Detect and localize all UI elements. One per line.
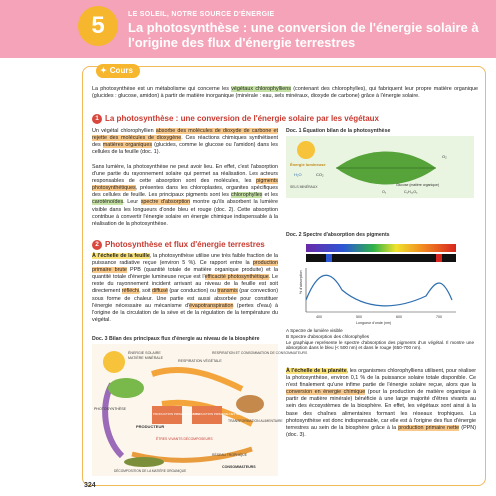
x-tick-700: 700 [436, 315, 442, 319]
absorption-band-blue [326, 254, 332, 262]
label-etres-vivants: ÊTRES VIVANTS DÉCOMPOSEURS [156, 437, 213, 441]
legend-note: Le graphique représente le spectre d'absorption des pigments d'un végétal. Il montre une absorption dans le bleu (< 500 nm) et dans le rouge (650-700 nm). [286, 339, 474, 351]
cours-tab [96, 64, 140, 78]
page-title: La photosynthèse : une conversion de l'énergie solaire à l'origine des flux d'énergie terrestres [128, 20, 479, 50]
section-2-paragraph-1: À l'échelle de la feuille, la photosynthèse utilise une très faible fraction de la puissance radiative reçue (environ 5 %). Ce rapport entre la production primaire brute PPB (quantité totale de matière organique produite) et la quantité totale d'énergie lumineuse reçue est l'efficacité photosynthétique. Le reste du rayonnement incident arrivant au niveau de la feuille est soit directement réfléchi, soit diffusé (par conduction) ou transmis (par convection) sous forme de chaleur. Une partie est aussi absorbée pour constituer l'énergie nécessaire au mécanisme d'évapotranspiration (pertes d'eau) à l'origine de la circulation de la sève et de la régulation de la température du végétal. [92, 253, 278, 323]
absorption-curve [306, 275, 452, 306]
label-o2: O₂ [442, 154, 447, 159]
label-o2-bottom: O₂ [382, 190, 387, 194]
x-tick-500: 500 [356, 315, 362, 319]
doc-2-label: Doc. 2 Spectre d'absorption des pigments [286, 232, 390, 238]
label-matiere-minerale: MATIÈRE MINÉRALE [128, 356, 164, 360]
doc-2-absorption-spectrum [286, 240, 474, 324]
doc-3-label: Doc. 3 Bilan des principaux flux d'énergie au niveau de la biosphère [92, 336, 260, 342]
label-consommateurs: CONSOMMATEURS [222, 465, 256, 469]
left-margin [0, 58, 14, 496]
section-2-number: 2 [92, 240, 102, 250]
label-producteur: PRODUCTEUR [136, 424, 165, 429]
label-ppn: PRODUCTION PRIMAIRE NETTE [193, 412, 240, 416]
legend-b: B Spectre d'absorption des chlorophylles [286, 333, 370, 339]
label-transformation: TRANSFORMATION ALIMENTAIRE [228, 419, 283, 423]
label-co2: CO₂ [316, 172, 324, 177]
label-c6h12o6: C₆H₁₂O₆ [404, 190, 418, 194]
x-tick-400: 400 [316, 315, 322, 319]
label-decomposition: DÉCOMPOSITION DE LA MATIÈRE ORGANIQUE [114, 469, 187, 473]
sun-icon [103, 351, 125, 373]
star-icon: ✦ [100, 66, 107, 75]
absorption-band-red [436, 254, 442, 262]
label-respiration-consommateurs: RESPIRATION ET CONSOMMATION DE CONSOMMATEURS [212, 351, 308, 355]
section-2-title: 2 Photosynthèse et flux d'énergie terrestres [92, 240, 265, 250]
label-ppb: PRODUCTION PRIMAIRE BRUTE [153, 412, 200, 416]
soil-layer [124, 457, 164, 467]
label-respiration-vegetale: RESPIRATION VÉGÉTALE [178, 359, 222, 363]
cours-tab-label: Cours [109, 66, 133, 75]
label-sels-mineraux: SELS MINÉRAUX [290, 185, 318, 189]
label-glucose: Glucose (matière organique) [396, 183, 439, 187]
section-1-number: 1 [92, 114, 102, 124]
section-1-paragraph-2: Sans lumière, la photosynthèse ne peut avoir lieu. En effet, c'est l'absorption d'une partie du rayonnement solaire qui permet sa réalisation. Les acteurs responsables de cette absorption sont des molécules, les pigments photosynthétiques, présentes dans les chloroplastes, organites spécifiques des cellules de feuille. Les principaux pigments sont les chlorophylles et les caroténoïdes. Leur spectre d'absorption montre qu'ils absorbent la lumière visible dans les longueurs d'onde bleu et rouge (doc. 2). Cette absorption contribue à convertir l'énergie solaire en énergie chimique indispensable à la réalisation de la photosynthèse. [92, 164, 278, 227]
doc-2-legend [286, 328, 474, 351]
label-energie-solaire: ÉNERGIE SOLAIRE [128, 351, 161, 355]
visible-spectrum-bar [306, 244, 456, 252]
doc-3-energy-flux-diagram [92, 344, 308, 476]
label-photosynthese: PHOTOSYNTHÈSE [94, 407, 127, 411]
label-reseau-trophique: RÉSEAU TROPHIQUE [212, 453, 247, 457]
x-tick-600: 600 [396, 315, 402, 319]
chapter-number-badge: 5 [78, 6, 118, 46]
legend-a: A Spectre de lumière visible [286, 328, 343, 333]
consumer-icon [236, 395, 264, 413]
label-h2o: H₂O [294, 172, 302, 177]
sun-icon-doc1 [297, 141, 315, 159]
x-axis-label: Longueur d'onde (nm) [356, 321, 392, 325]
chapter-kicker: LE SOLEIL, NOTRE SOURCE D'ÉNERGIE [128, 11, 275, 18]
intro-paragraph: La photosynthèse est un métabolisme qui concerne les végétaux chlorophylliens (contenant des chlorophylles), qui fabriquent leur propre matière organique (glucides : glucose, amidon) à partir de matière inorganique (minérale : eau, sels minéraux, dioxyde de carbone) grâce à l'énergie solaire. [92, 86, 478, 100]
page-number: 324 [84, 482, 96, 489]
plant-leaves [108, 378, 144, 398]
section-1-paragraph-1: Un végétal chlorophyllien absorbe des molécules de dioxyde de carbone et rejette des molécules de dioxygène. Ces réactions chimiques synthétisent des matières organiques (glucides, comme le glucose ou l'amidon) dans les cellules de la feuille (doc. 1). [92, 128, 278, 156]
y-axis-label: % d'absorption [299, 270, 303, 294]
section-2-paragraph-2: À l'échelle de la planète, les organismes chlorophylliens utilisent, pour réaliser la photosynthèse, environ 0,1 % de la puissance solaire totale disponible. Ce n'est finalement qu'une infime partie de l'énergie solaire reçue, alors que la conversion en énergie chimique (pour la production de matière organique à partir de matière minérale) bénéficie à une large majorité d'êtres vivants au sein des écosystèmes de la biosphère. En effet, les végétaux sont ainsi à la base des chaînes alimentaires formant les réseaux trophiques. La photosynthèse est donc indispensable, car elle est à l'origine des flux d'énergie terrestres au sein de la biosphère grâce à la production primaire nette (PPN) (doc. 3). [286, 368, 476, 438]
page-header [0, 0, 496, 58]
doc-1-photosynthesis-equation [286, 136, 474, 198]
section-1-title: 1 La photosynthèse : une conversion de l'énergie solaire par les végétaux [92, 114, 379, 124]
label-energie-lumineuse: Énergie lumineuse [290, 162, 326, 167]
doc-1-label: Doc. 1 Équation bilan de la photosynthèse [286, 128, 391, 134]
